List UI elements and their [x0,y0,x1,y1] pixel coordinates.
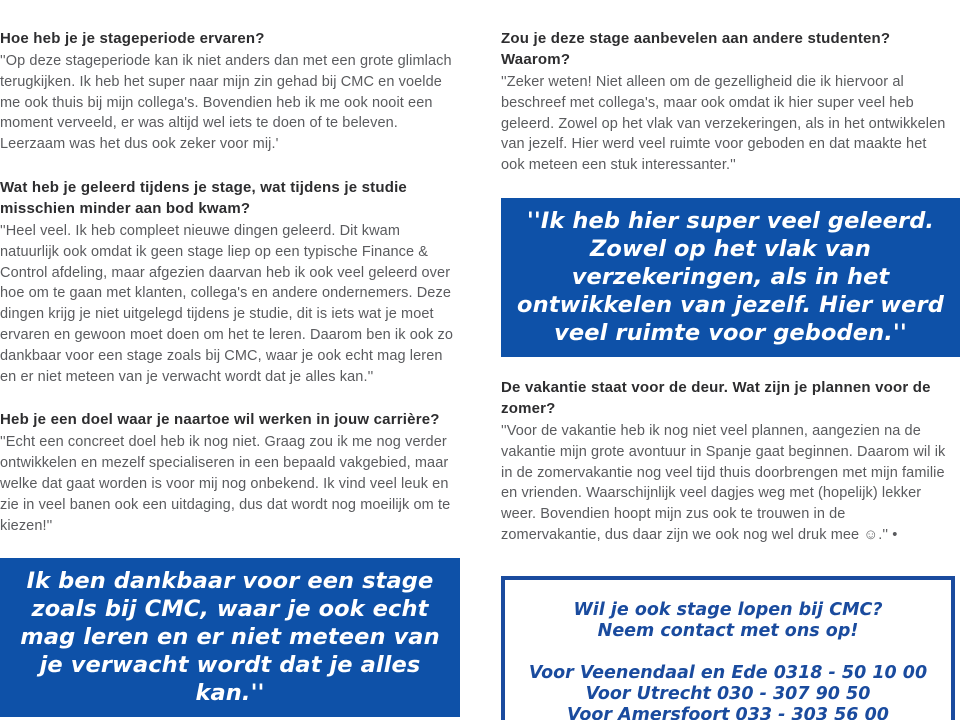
contact-phone-amersfoort: Voor Amersfoort 033 - 303 56 00 [567,704,889,720]
qa-section-recommend-stage [501,28,960,176]
question-heading: Hoe heb je je stageperiode ervaren? [0,30,265,47]
question-heading: De vakantie staat voor de deur. Wat zijn je plannen voor de zomer? [501,378,931,417]
answer-paragraph: ''Heel veel. Ik heb compleet nieuwe dingen geleerd. Dit kwam natuurlijk ook omdat ik geen stage liep op een typische Finance & Control afdeling, maar afgezien daarvan heb ik ook veel geleerd over hoe om te gaan met klanten, collega's en andere ondernemers. Deze dingen krijg je niet uitgelegd tijdens je studie, dit is iets wat je moet ervaren en gewoon moet doen om het te leren. Daarom ben ik ook zo dankbaar voor een stage zoals bij CMC, waar je ook echt mag leren en er niet meteen van je verwacht wordt dat je alles kan.'' [0,222,454,385]
contact-box [501,576,955,720]
answer-paragraph: ''Voor de vakantie heb ik nog niet veel plannen, aangezien na de vakantie mijn grote avontuur in Spanje gaat beginnen. Daarom wil ik in de zomervakantie nog veel tijd thuis doorbrengen met mijn familie en vrienden. Waarschijnlijk veel dagjes weg met (hopelijk) lekker weer. Bovendien hoopt mijn zus ook te trouwen in de zomervakantie, dus daar zijn we ook nog wel druk mee ☺.'' • [501,422,946,543]
qa-section-summer-plans [501,377,960,546]
pullquote-right: ''Ik heb hier super veel geleerd. Zowel op het vlak van verzekeringen, als in het ontwikkelen van jezelf. Hier werd veel ruimte voor geboden.'' [501,198,960,357]
right-column [501,28,960,720]
question-heading: Zou je deze stage aanbevelen aan andere studenten? Waarom? [501,30,891,68]
left-column [0,28,460,717]
contact-phone-utrecht: Voor Utrecht 030 - 307 90 50 [585,683,871,704]
answer-paragraph: ''Op deze stageperiode kan ik niet anders dan met een grote glimlach terugkijken. Ik heb het super naar mijn zin gehad bij CMC en voelde me ook thuis bij mijn collega's. Bovendien heb ik me ook nooit een moment verveeld, er was altijd wel iets te doen of te beleven. Leerzaam was het dus ook zeker voor mij.' [0,53,452,153]
question-heading: Heb je een doel waar je naartoe wil werken in jouw carrière? [0,411,440,429]
contact-phone-list [515,663,941,720]
qa-section-learned-during-stage [0,177,460,387]
answer-paragraph: ''Echt een concreet doel heb ik nog niet. Graag zou ik me nog verder ontwikkelen en mezelf specialiseren in een bepaald vakgebied, maar welke dat gaat worden is voor mij nog onbekend. Ik vind veel leuk en zie in veel banen ook een uitdaging, dus dat wordt nog moeilijk om te kiezen!'' [0,434,451,534]
contact-intro-line-1: Wil je ook stage lopen bij CMC? [573,599,883,620]
question-heading: Wat heb je geleerd tijdens je stage, wat tijdens je studie misschien minder aan bod kwam? [0,178,407,217]
qa-section-career-goal [0,409,460,536]
contact-phone-veenendaal-ede: Voor Veenendaal en Ede 0318 - 50 10 00 [528,662,928,683]
answer-paragraph: ''Zeker weten! Niet alleen om de gezelligheid die ik hiervoor al beschreef met collega's, maar ook omdat ik hier super veel heb geleerd. Zowel op het vlak van verzekeringen, als in het ontwikkelen van jezelf. Hier werd veel ruimte voor geboden en dat maakte het ook meteen een stuk interessanter.'' [501,74,946,174]
qa-section-stage-experience [0,28,460,155]
contact-intro-line-2: Neem contact met ons op! [597,620,859,641]
pullquote-left: Ik ben dankbaar voor een stage zoals bij CMC, waar je ook echt mag leren en er niet meteen van je verwacht wordt dat je alles kan.'' [0,558,460,717]
contact-intro [515,600,941,642]
